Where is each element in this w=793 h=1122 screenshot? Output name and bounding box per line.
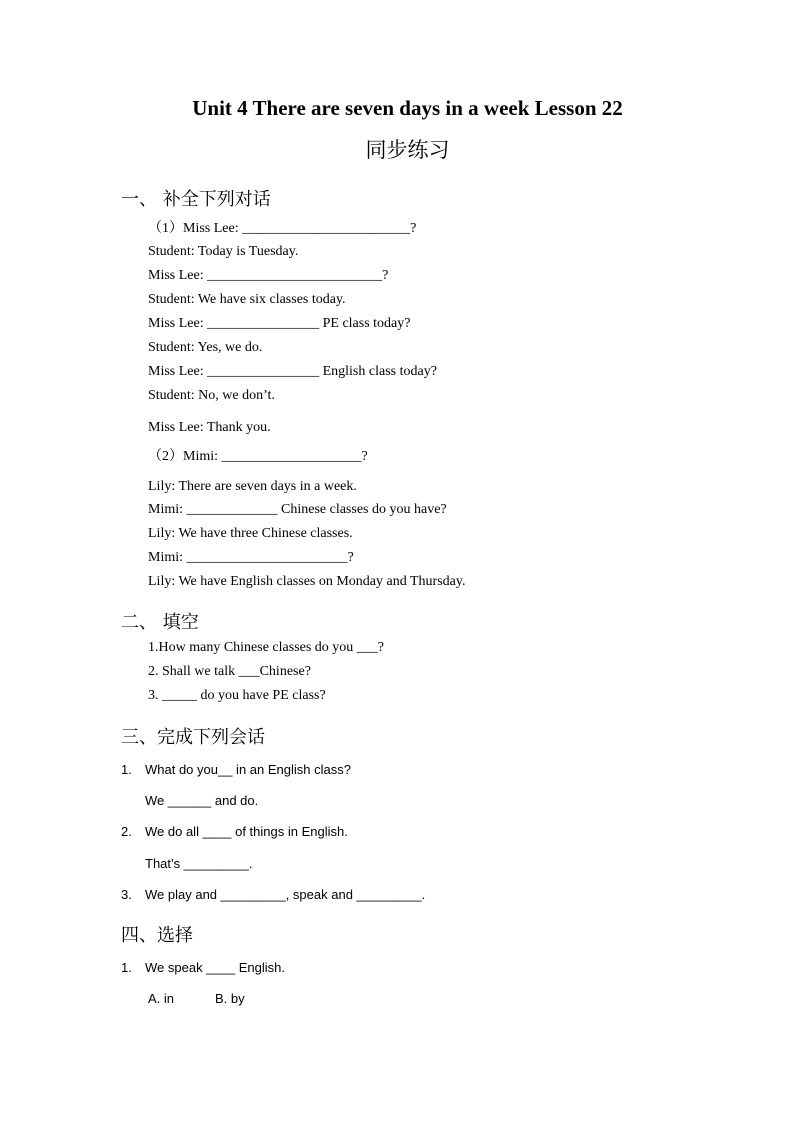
fill-blank-line: 3. _____ do you have PE class? <box>148 688 326 703</box>
dialogue-line: Mimi: _____________ Chinese classes do you have? <box>148 502 447 517</box>
dialogue-line: Lily: We have English classes on Monday and Thursday. <box>148 574 466 589</box>
dialogue-line: Miss Lee: _________________________? <box>148 268 389 283</box>
fill-blank-line: 2. Shall we talk ___Chinese? <box>148 664 311 679</box>
dialogue-line: Lily: We have three Chinese classes. <box>148 526 353 541</box>
item-number: 2. <box>121 824 132 839</box>
section1-heading: 一、 补全下列对话 <box>121 189 271 210</box>
section2-heading: 二、 填空 <box>121 612 199 633</box>
conversation-line: What do you__ in an English class? <box>145 762 351 777</box>
fill-blank-line: 1.How many Chinese classes do you ___? <box>148 640 385 655</box>
page-title: Unit 4 There are seven days in a week Lesson 22 <box>192 96 623 120</box>
option-a: A. in <box>148 991 175 1006</box>
item-number: 1. <box>121 762 132 777</box>
section4-heading: 四、选择 <box>121 925 193 946</box>
conversation-line: We play and _________, speak and _________. <box>145 887 426 902</box>
dialogue-line: Mimi: _______________________? <box>148 550 354 565</box>
dialogue-line: Miss Lee: ________________ PE class today? <box>148 316 411 331</box>
choice-question: We speak ____ English. <box>145 960 285 975</box>
section3-heading: 三、完成下列会话 <box>121 727 265 748</box>
option-b: B. by <box>215 991 245 1006</box>
dialogue-line: Miss Lee: Thank you. <box>148 420 271 435</box>
conversation-answer: We ______ and do. <box>145 793 259 808</box>
dialogue-line: （2）Mimi: ____________________? <box>148 449 368 464</box>
conversation-line: We do all ____ of things in English. <box>145 824 348 839</box>
conversation-answer: That’s _________. <box>145 856 253 871</box>
dialogue-line: Student: No, we don’t. <box>148 388 275 403</box>
item-number: 3. <box>121 887 132 902</box>
dialogue-line: Lily: There are seven days in a week. <box>148 479 357 494</box>
dialogue-line: Student: Today is Tuesday. <box>148 244 299 259</box>
dialogue-line: Student: We have six classes today. <box>148 292 346 307</box>
page-subtitle: 同步练习 <box>365 138 450 162</box>
dialogue-line: （1）Miss Lee: ________________________? <box>148 221 417 236</box>
item-number: 1. <box>121 960 132 975</box>
dialogue-line: Miss Lee: ________________ English class today? <box>148 364 437 379</box>
dialogue-line: Student: Yes, we do. <box>148 340 263 355</box>
